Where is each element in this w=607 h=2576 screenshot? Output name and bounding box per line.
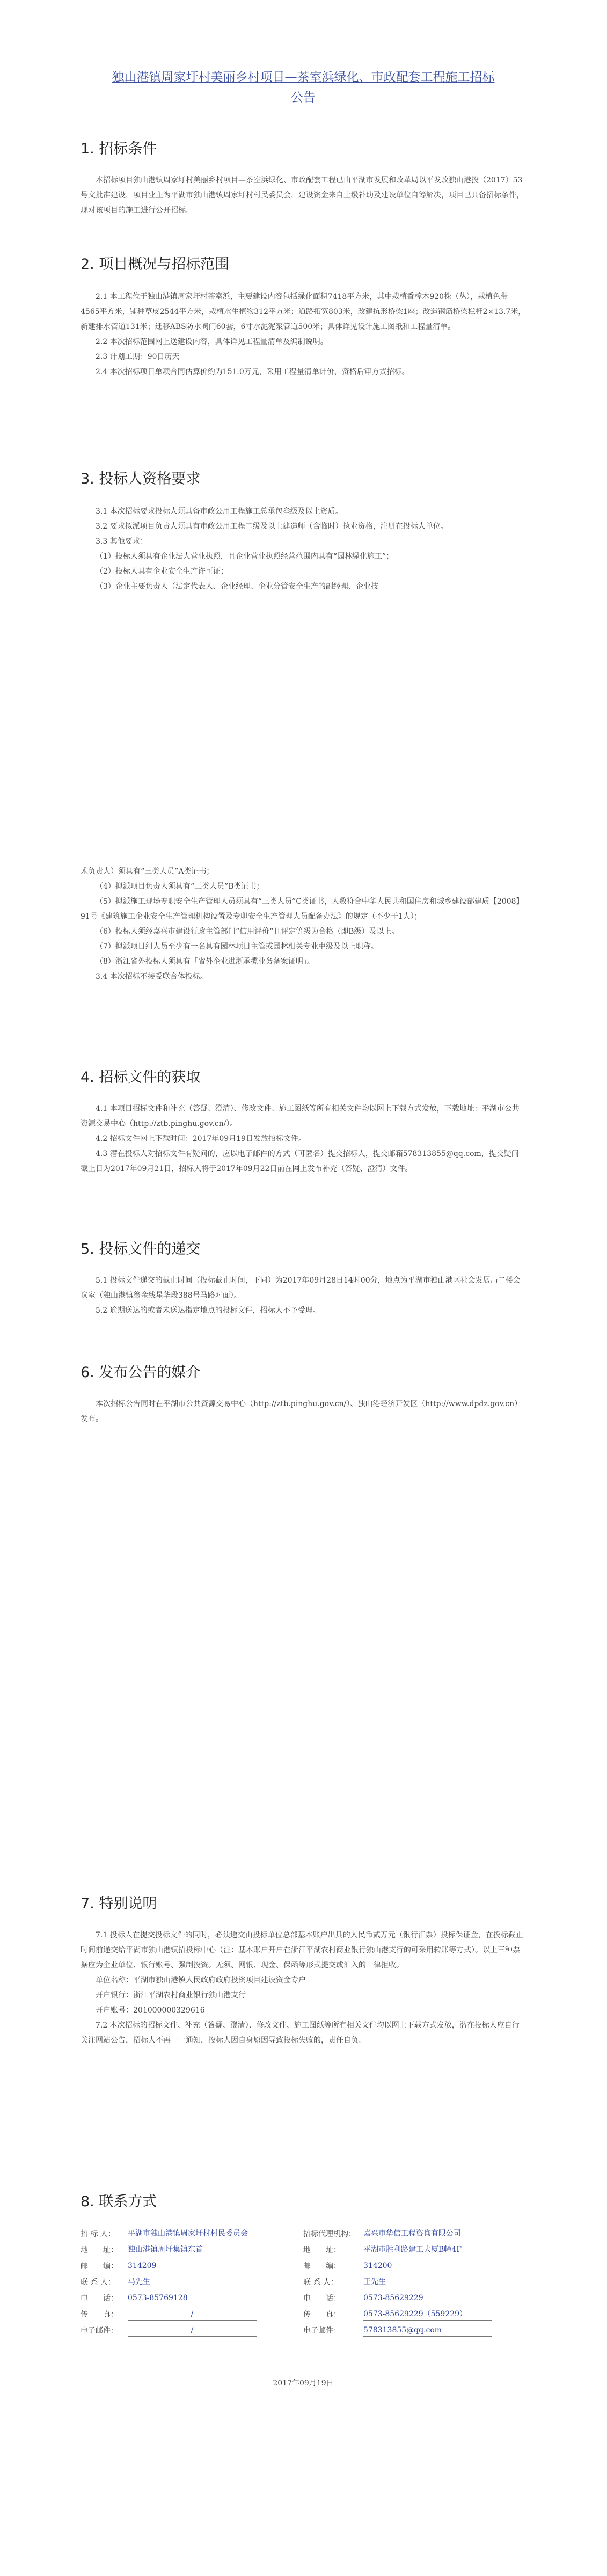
paragraph-3-2: 3.2 要求拟派项目负责人须具有市政公用工程二级及以上建造师（含临时）执业资格，注册在投标人单位。 [96,522,448,531]
paragraph-2-1: 2.1 本工程位于独山港镇周家圩村茶室浜，主要建设内容包括绿化面积7418平方米，其中栽植香樟木920株（丛），栽植色带4565平方米，铺种草皮2544平方米，栽植水生植物312平方米；道路拓宽803米，改建抗形桥梁1座；改造钢筋桥梁栏杆2×13.7米，新建排水管道131米；迁移ABS防水阀门60套，6寸水泥泥浆管道500米；具体详见设计施工图纸和工程量清单。 [81,292,526,331]
section-special-notes [81,1892,526,2048]
contact-label: 电 话： [81,2294,118,2303]
contact-value: 0573-85769128 [128,2292,257,2304]
section-bidding-conditions [81,137,526,218]
paragraph-3-6: （3）企业主要负责人（法定代表人、企业经理、企业分管安全生产的副经理、企业技 [96,582,378,591]
paragraph-3-13: 3.4 本次招标不接受联合体投标。 [96,972,208,981]
title-line-1: 独山港镇周家圩村美丽乡村项目—茶室浜绿化、市政配套工程施工招标 [112,70,495,84]
contact-label: 电 话： [303,2294,341,2303]
paragraph-4-3: 4.3 潜在投标人对招标文件有疑问的，应以电子邮件的方式（可匿名）提交招标人，提交邮箱578313855@qq.com，提交疑问截止日为2017年09月21日，招标人将于2017年09月22日前在网上发布补充（答疑、澄清）文件。 [81,1150,519,1173]
contact-label: 传 真： [303,2310,341,2319]
paragraph-3-5: （2）投标人具有企业安全生产许可证； [96,567,228,576]
contact-value: 314209 [128,2260,257,2272]
section-heading: 6. 发布公告的媒介 [81,1364,201,1381]
paragraph-5-1: 5.1 投标文件递交的截止时间（投标截止时间，下同）为2017年09月28日14时00分，地点为平湖市独山港区社会发展局二楼会议室（独山港镇翁金线星华段388号马路对面）。 [81,1276,521,1300]
contact-label: 电子邮件： [303,2326,341,2335]
paragraph-4-2: 4.2 招标文件网上下载时间：2017年09月19日发放招标文件。 [96,1135,306,1143]
paragraph-7-2: 单位名称：平湖市独山港镇人民政府政府投资项目建设资金专户 [96,1976,306,1985]
date-text: 2017年09月19日 [273,2379,334,2388]
contact-value: / [128,2324,257,2337]
contact-value: 0573-85629229 [363,2292,492,2304]
contact-label: 联 系 人： [81,2278,115,2287]
announcement-page [81,0,526,2388]
contact-value: 嘉兴市华信工程咨询有限公司 [363,2228,492,2240]
contact-value: 独山港镇周圩集镇东首 [128,2244,257,2256]
paragraph-3-11: （7）拟派项目组人员至少有一名具有园林项目主管或园林相关专业中级及以上职称。 [96,942,378,951]
section-bidder-qualification-cont [81,864,526,984]
contact-row [81,2227,526,2243]
paragraph-2-2: 2.2 本次招标范围网上送建设内容，具体详见工程量清单及编制说明。 [96,338,328,346]
paragraph-5-2: 5.2 逾期送达的或者未送达指定地点的投标文件，招标人不予受理。 [96,1306,320,1315]
paragraph-2-4: 2.4 本次招标项目单项合同估算价约为151.0万元，采用工程量清单计价，资格后审方式招标。 [96,368,409,376]
document-title [81,67,526,108]
section-submission [81,1237,526,1318]
section-bidder-qualification [81,467,526,594]
paragraph-7-1: 7.1 投标人在提交投标文件的同时，必须递交由投标单位总部基本账户出具的人民币贰万元（银行汇票）投标保证金，在投标截止时间前递交给平湖市独山港镇招投标中心（注：基本账户开户在浙江平湖农村商业银行独山港支行的可采用转账等方式）。以上三种票据应为企业单位、银行账号、强制投资。无须、网银、现金、保函等形式提交或汇入的一律拒收。 [81,1931,523,1970]
paragraph-7-5: 7.2 本次招标的招标文件、补充（答疑、澄清）、修改文件、施工图纸等所有相关文件均以网上下载方式发放，潜在投标人应自行关注网站公告，招标人不再一一通知，投标人因自身原因导致投标失败的，责任自负。 [81,2021,520,2045]
section-project-overview [81,252,526,379]
section-heading: 4. 招标文件的获取 [81,1069,201,1086]
section-contact [81,2190,526,2339]
paragraph-3-8: （4）拟派项目负责人须具有“三类人员”B类证书； [96,882,264,891]
contact-label: 邮 编： [303,2262,341,2271]
contact-label: 地 址： [81,2246,118,2255]
paragraph-6: 本次招标公告同时在平湖市公共资源交易中心（http://ztb.pinghu.gov.cn/）、独山港经济开发区（http://www.dpdz.gov.cn）发布。 [81,1400,522,1423]
paragraph-3-4: （1）投标人须具有企业法人营业执照，且企业营业执照经营范围内具有“园林绿化施工”； [96,552,394,561]
contact-label: 地 址： [303,2246,341,2255]
section-heading: 8. 联系方式 [81,2193,157,2210]
contact-label: 招 标 人： [81,2230,115,2238]
paragraph-7-4: 开户账号：201000000329616 [96,2006,205,2015]
paragraph-7-3: 开户银行：浙江平湖农村商业银行独山港支行 [96,1991,246,2000]
section-heading: 1. 招标条件 [81,141,157,157]
section-heading: 2. 项目概况与招标范围 [81,256,230,273]
contact-value: 平湖市独山港镇周家圩村村民委员会 [128,2228,257,2240]
paragraph-3-3: 3.3 其他要求： [96,537,148,546]
contact-row [81,2243,526,2259]
announcement-date [81,2376,526,2389]
section-media [81,1360,526,1426]
contact-row [81,2275,526,2291]
section-paragraph: 本招标项目独山港镇周家圩村美丽乡村项目—茶室浜绿化、市政配套工程已由平湖市发展和改革局以平发改独山港投（2017）53号文批准建设，项目业主为平湖市独山港镇周家圩村村民委员会，建设资金来自上级补助及建设单位自筹解决，项目已具备招标条件，现对该项目的施工进行公开招标。 [81,176,524,215]
contact-value: 平湖市胜利路建工大厦B幢4F [363,2244,492,2256]
contact-value: 314200 [363,2260,492,2272]
contact-row [81,2307,526,2323]
contact-label: 邮 编： [81,2262,118,2271]
contact-label: 招标代理机构： [303,2230,356,2238]
contact-label: 联 系 人： [303,2278,338,2287]
section-heading: 5. 投标文件的递交 [81,1241,201,1257]
contact-label: 传 真： [81,2310,118,2319]
paragraph-2-3: 2.3 计划工期：90日历天 [96,353,180,361]
contact-table [81,2227,526,2339]
paragraph-3-10: （6）投标人须经嘉兴市建设行政主管部门“信用评价”且评定等级为合格（即B级）及以上。 [96,927,399,936]
section-heading: 3. 投标人资格要求 [81,471,201,487]
paragraph-3-12: （8）浙江省外投标人须具有「省外企业进浙承揽业务备案证明」。 [96,957,315,966]
contact-row [81,2291,526,2307]
contact-row [81,2259,526,2275]
contact-value: 王先生 [363,2276,492,2288]
title-line-2: 公告 [291,91,316,105]
paragraph-4-1: 4.1 本项目招标文件和补充（答疑、澄清）、修改文件、施工图纸等所有相关文件均以网上下载方式发放，下载地址：平湖市公共资源交易中心（http://ztb.pinghu.gov.cn/）。 [81,1104,520,1128]
contact-label: 电子邮件： [81,2326,118,2335]
contact-value: / [128,2308,257,2321]
contact-value: 578313855@qq.com [363,2324,492,2337]
section-heading: 7. 特别说明 [81,1896,157,1912]
contact-row [81,2323,526,2339]
contact-value: 马先生 [128,2276,257,2288]
contact-value: 0573-85629229（559229） [363,2308,492,2321]
section-obtain-documents [81,1065,526,1176]
paragraph-3-7: 术负责人）须具有“三类人员”A类证书； [81,867,214,876]
paragraph-3-9: （5）拟派施工现场专职安全生产管理人员须具有“三类人员”C类证书，人数符合中华人民共和国住房和城乡建设部建质【2008】91号《建筑施工企业安全生产管理机构设置及专职安全生产管理人员配备办法》的规定（不少于1人）； [81,897,524,921]
paragraph-3-1: 3.1 本次招标要求投标人须具备市政公用工程施工总承包叁级及以上资质。 [96,507,343,516]
